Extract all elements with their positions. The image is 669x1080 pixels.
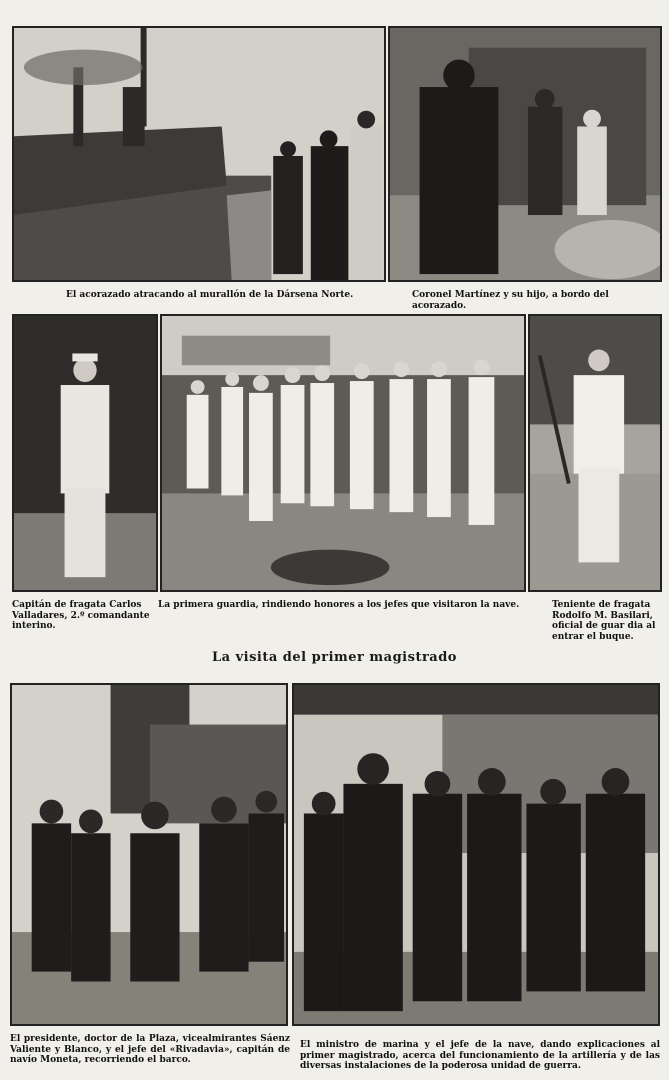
- section-title: La visita del primer magistrado: [212, 650, 457, 665]
- caption-coronel-martinez: Coronel Martínez y su hijo, a bordo del acorazado.: [412, 290, 609, 311]
- photo-teniente-basilari-image: [530, 316, 660, 590]
- photo-coronel-martinez-image: [390, 28, 660, 280]
- photo-coronel-martinez: [388, 26, 662, 282]
- photo-battleship-docking: [12, 26, 386, 282]
- photo-ministro-explicaciones: [292, 683, 660, 1026]
- caption-ministro-explicaciones: El ministro de marina y el jefe de la nave, dando explicaciones al primer magistrado, acerca del funcionamiento de la artillería y de las diversas instalaciones de la poderosa unidad de guerra.: [300, 1040, 660, 1071]
- caption-battleship-docking: El acorazado atracando al murallón de la Dársena Norte.: [66, 290, 354, 300]
- caption-capitan-valladares: Capitán de fragata Carlos Valladares, 2.º comandante interino.: [12, 600, 150, 631]
- photo-primera-guardia: [160, 314, 526, 592]
- caption-teniente-basilari: Teniente de fragata Rodolfo M. Basilari, oficial de guar dia al entrar el buque.: [552, 600, 656, 642]
- photo-presidente-recorrido: [10, 683, 288, 1026]
- photo-capitan-valladares: [12, 314, 158, 592]
- photo-primera-guardia-image: [162, 316, 524, 590]
- photo-battleship-docking-image: [14, 28, 384, 280]
- photo-teniente-basilari: [528, 314, 662, 592]
- photo-capitan-valladares-image: [14, 316, 156, 590]
- photo-ministro-explicaciones-image: [294, 685, 658, 1024]
- photo-presidente-recorrido-image: [12, 685, 286, 1024]
- caption-presidente-recorrido: El presidente, doctor de la Plaza, vicealmirantes Sáenz Valiente y Blanco, y el jefe del «Rivadavia», capitán de navío Moneta, recorriendo el barco.: [10, 1034, 290, 1065]
- caption-primera-guardia: La primera guardia, rindiendo honores a los jefes que visitaron la nave.: [158, 600, 520, 610]
